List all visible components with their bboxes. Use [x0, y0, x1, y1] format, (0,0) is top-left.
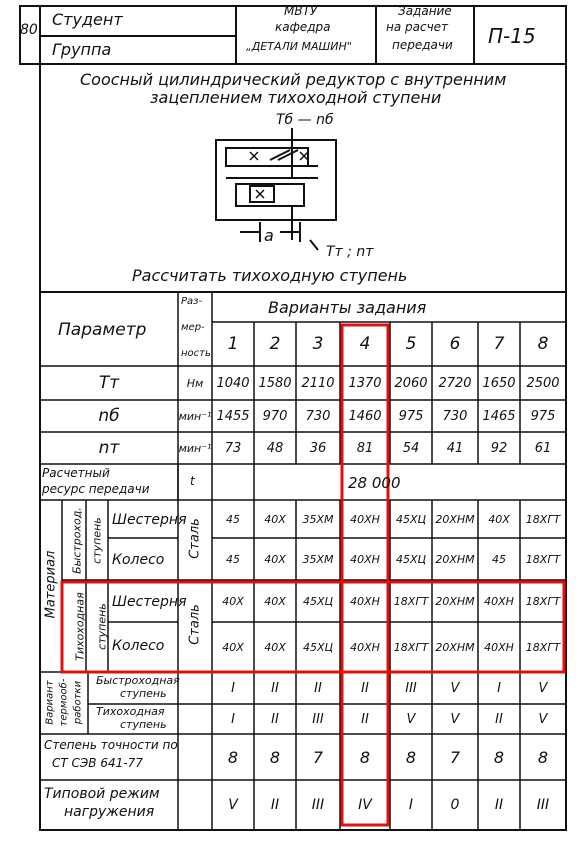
- variant-number: 5: [405, 334, 417, 354]
- diagram-bottom-label: Tт ; nт: [326, 244, 374, 260]
- accuracy-grade: 8: [493, 747, 505, 767]
- steel-label-fast: Сталь: [187, 518, 203, 559]
- variant-number: 3: [312, 334, 324, 354]
- slow-pinion-material: 40Х: [222, 594, 244, 608]
- stage-slow-2: ступень: [95, 603, 109, 650]
- param-value: 1580: [258, 375, 292, 391]
- variant-number: 6: [449, 334, 461, 354]
- param-header: Параметр: [58, 320, 147, 340]
- param-value: 48: [266, 440, 284, 456]
- slow-pinion-material: 40Х: [264, 594, 286, 608]
- param-value: 2720: [438, 375, 472, 391]
- slow-wheel-material: 40Х: [222, 640, 244, 654]
- fast-wheel-material: 18ХГТ: [525, 552, 561, 566]
- slow-pinion-material: 45ХЦ: [302, 594, 334, 608]
- fast-pinion-material: 45ХЦ: [395, 512, 427, 526]
- accuracy-grade: 8: [537, 747, 549, 767]
- fast-wheel-material: 40ХН: [350, 552, 380, 566]
- heat-mode-fast: II: [361, 680, 369, 696]
- department-name: „ДЕТАЛИ МАШИН": [246, 40, 352, 53]
- heat-mode-slow: II: [361, 711, 369, 727]
- accuracy-grade: 8: [269, 747, 281, 767]
- fast-wheel-label: Колесо: [112, 552, 165, 568]
- param-dimension: мин⁻¹: [178, 441, 212, 455]
- diagram-a-label: a: [264, 226, 274, 245]
- load-mode: I: [408, 797, 414, 813]
- variant-number: 2: [269, 334, 281, 354]
- variant-number: 7: [493, 334, 505, 354]
- slow-pinion-label: Шестерня: [112, 594, 187, 610]
- param-value: 2060: [394, 375, 428, 391]
- accuracy-grade: 8: [359, 747, 371, 767]
- student-label: Студент: [52, 10, 123, 29]
- heat-mode-fast: II: [271, 680, 279, 696]
- material-label: Материал: [43, 550, 59, 619]
- heat-mode-fast: II: [314, 680, 322, 696]
- stage-fast-2: ступень: [90, 517, 104, 564]
- fast-pinion-material: 20ХНМ: [435, 512, 475, 526]
- stage-slow-1: Тихоходная: [73, 592, 87, 661]
- fast-wheel-material: 20ХНМ: [435, 552, 475, 566]
- variants-header: Варианты задания: [268, 298, 427, 317]
- resource-label-1: Расчетный: [42, 466, 110, 480]
- heat-mode-slow: I: [231, 711, 235, 727]
- fast-wheel-material: 40Х: [264, 552, 286, 566]
- slow-wheel-material: 40ХН: [350, 640, 380, 654]
- param-value: 975: [530, 408, 556, 424]
- group-label: Группа: [52, 40, 112, 59]
- fast-wheel-material: 35ХМ: [302, 552, 334, 566]
- mode-slow-1: Тихоходная: [96, 705, 165, 718]
- heat-mode-fast: V: [450, 680, 460, 696]
- accuracy-grade: 8: [227, 747, 239, 767]
- variant-number: 4: [359, 334, 371, 354]
- resource-dim: t: [190, 474, 195, 488]
- param-value: 54: [402, 440, 420, 456]
- heat-mode-fast: V: [538, 680, 548, 696]
- load-mode: III: [311, 797, 325, 813]
- task-code: П-15: [488, 24, 536, 48]
- load-label-2: нагружения: [64, 804, 155, 820]
- heat-mode-fast: I: [231, 680, 235, 696]
- param-value: 41: [446, 440, 464, 456]
- mode-label-3: работки: [72, 680, 84, 725]
- mode-label-1: Вариант: [44, 680, 56, 725]
- param-value: 970: [262, 408, 288, 424]
- title-line2: зацеплением тихоходной ступени: [150, 88, 442, 107]
- param-value: 36: [309, 440, 327, 456]
- dim-header-3: ность: [181, 348, 211, 359]
- mode-fast-2: ступень: [120, 687, 167, 700]
- task-line1: Задание: [398, 4, 452, 18]
- slow-pinion-material: 40ХН: [350, 594, 380, 608]
- param-value: 1465: [482, 408, 516, 424]
- load-mode: III: [536, 797, 550, 813]
- instruction: Рассчитать тихоходную ступень: [132, 266, 408, 285]
- mode-slow-2: ступень: [120, 718, 167, 731]
- load-label-1: Типовой режим: [44, 786, 160, 802]
- mode-fast-1: Быстроходная: [96, 674, 180, 687]
- slow-wheel-material: 40ХН: [484, 640, 514, 654]
- resource-label-2: ресурс передачи: [42, 482, 150, 496]
- slow-wheel-material: 20ХНМ: [435, 640, 475, 654]
- param-value: 1460: [348, 408, 382, 424]
- accuracy-label-2: СТ СЭВ 641-77: [52, 756, 143, 770]
- param-value: 2110: [301, 375, 335, 391]
- heat-mode-slow: II: [271, 711, 279, 727]
- heat-mode-slow: V: [406, 711, 416, 727]
- accuracy-grade: 7: [449, 747, 461, 767]
- task-line2: на расчет: [386, 20, 449, 34]
- param-dimension: мин⁻¹: [178, 409, 212, 423]
- slow-pinion-material: 20ХНМ: [435, 594, 475, 608]
- load-mode: V: [228, 797, 238, 813]
- resource-value: 28 000: [348, 474, 401, 492]
- mode-label-2: термооб-: [58, 678, 70, 727]
- param-value: 81: [356, 440, 374, 456]
- param-value: 1040: [216, 375, 250, 391]
- accuracy-grade: 7: [312, 747, 324, 767]
- heat-mode-slow: II: [495, 711, 503, 727]
- load-mode: II: [270, 797, 280, 813]
- slow-pinion-material: 18ХГТ: [393, 594, 429, 608]
- fast-wheel-material: 45ХЦ: [395, 552, 427, 566]
- gearbox-diagram: [216, 128, 336, 250]
- fast-pinion-material: 45: [226, 512, 240, 526]
- variant-number: 8: [537, 334, 549, 354]
- param-value: 730: [305, 408, 331, 424]
- param-symbol: Tт: [98, 373, 120, 393]
- sheet-number: 80: [20, 22, 38, 38]
- slow-wheel-material: 45ХЦ: [302, 640, 334, 654]
- fast-pinion-label: Шестерня: [112, 512, 187, 528]
- department: кафедра: [275, 20, 331, 34]
- slow-wheel-material: 18ХГТ: [525, 640, 561, 654]
- param-value: 92: [490, 440, 508, 456]
- institute: МВТУ: [284, 4, 318, 18]
- heat-mode-slow: III: [312, 711, 324, 727]
- slow-pinion-material: 40ХН: [484, 594, 514, 608]
- fast-wheel-material: 45: [492, 552, 506, 566]
- param-value: 730: [442, 408, 468, 424]
- slow-pinion-material: 18ХГТ: [525, 594, 561, 608]
- title-line1: Соосный цилиндрический редуктор с внутренним: [80, 70, 507, 89]
- steel-label-slow: Сталь: [187, 604, 203, 645]
- fast-pinion-material: 18ХГТ: [525, 512, 561, 526]
- fast-pinion-material: 35ХМ: [302, 512, 334, 526]
- heat-mode-fast: I: [497, 680, 501, 696]
- param-symbol: nт: [98, 438, 120, 458]
- param-value: 1370: [348, 375, 382, 391]
- fast-pinion-material: 40Х: [488, 512, 510, 526]
- fast-wheel-material: 45: [226, 552, 240, 566]
- accuracy-grade: 8: [405, 747, 417, 767]
- diagram-top-label: Tб — nб: [276, 112, 334, 128]
- param-value: 1455: [216, 408, 250, 424]
- accuracy-label-1: Степень точности по: [44, 738, 178, 752]
- load-mode: II: [494, 797, 504, 813]
- param-value: 2500: [526, 375, 560, 391]
- slow-wheel-material: 18ХГТ: [393, 640, 429, 654]
- param-value: 1650: [482, 375, 516, 391]
- param-value: 73: [224, 440, 242, 456]
- param-value: 61: [534, 440, 552, 456]
- variant-number: 1: [227, 334, 239, 354]
- slow-wheel-label: Колесо: [112, 638, 165, 654]
- heat-mode-slow: V: [450, 711, 460, 727]
- fast-pinion-material: 40ХН: [350, 512, 380, 526]
- heat-mode-fast: III: [405, 680, 417, 696]
- slow-wheel-material: 40Х: [264, 640, 286, 654]
- load-mode: 0: [450, 797, 460, 813]
- load-mode: IV: [358, 797, 372, 813]
- heat-mode-slow: V: [538, 711, 548, 727]
- param-dimension: Нм: [186, 376, 204, 390]
- stage-fast-1: Быстроход.: [70, 507, 84, 574]
- param-value: 975: [398, 408, 424, 424]
- dim-header-1: Раз-: [181, 296, 203, 307]
- param-symbol: nб: [98, 406, 120, 426]
- fast-pinion-material: 40Х: [264, 512, 286, 526]
- task-line3: передачи: [392, 38, 453, 52]
- dim-header-2: мер-: [181, 322, 205, 333]
